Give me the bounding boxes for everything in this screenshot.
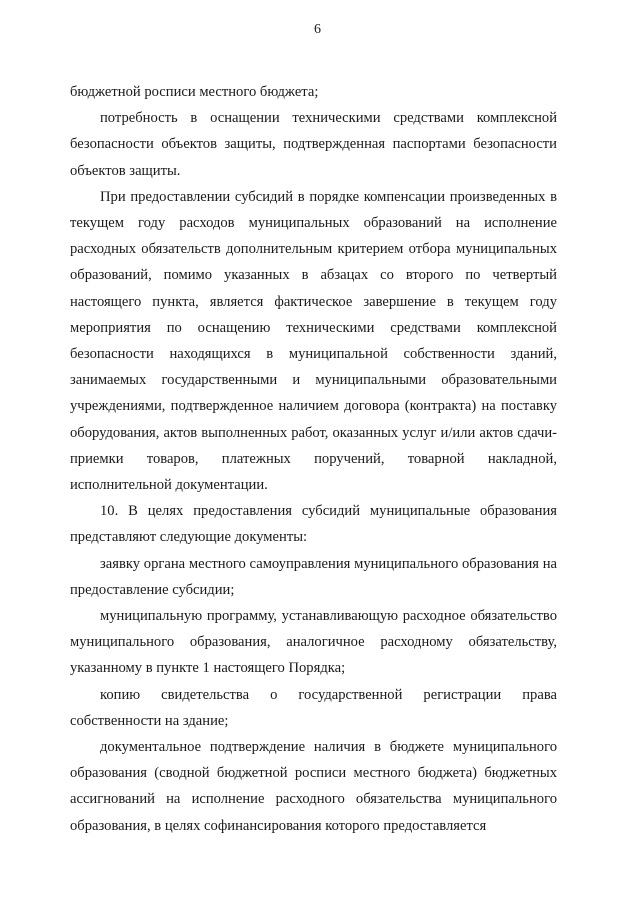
paragraph: копию свидетельства о государственной регистрации права собственности на здание; — [70, 686, 557, 729]
paragraph: потребность в оснащении техническими средствами комплексной безопасности объектов защиты, подтвержденная паспортами безопасности объектов защиты. — [70, 110, 557, 179]
paragraph: При предоставлении субсидий в порядке компенсации произведенных в текущем году расходов муниципальных образований на исполнение расходных обязательств дополнительным критерием отбора муниципальных образований, помимо указанных в абзацах со второго по четвертый настоящего пункта, является фактическое завершение в текущем году мероприятия по оснащению техническими средствами комплексной безопасности находящихся в муниципальной собственности зданий, занимаемых государственными и муниципальными образовательными учреждениями, подтвержденное наличием договора (контракта) на поставку оборудования, актов выполненных работ, оказанных услуг и/или актов сдачи-приемки товаров, платежных поручений, товарной накладной, исполнительной документации. — [70, 188, 557, 494]
paragraph: 10. В целях предоставления субсидий муниципальные образования представляют следующие документы: — [70, 503, 557, 546]
paragraph: бюджетной росписи местного бюджета; — [70, 84, 319, 100]
document-body — [70, 79, 557, 839]
paragraph: заявку органа местного самоуправления муниципального образования на предоставление субсидии; — [70, 555, 557, 598]
paragraph: муниципальную программу, устанавливающую расходное обязательство муниципального образования, аналогичное расходному обязательству, указанному в пункте 1 настоящего Порядка; — [70, 608, 557, 677]
paragraph: документальное подтверждение наличия в бюджете муниципального образования (сводной бюджетной росписи местного бюджета) бюджетных ассигнований на исполнение расходного обязательства муниципального образования, в целях софинансирования которого предоставляется — [70, 739, 557, 834]
page-number: 6 — [314, 22, 321, 37]
